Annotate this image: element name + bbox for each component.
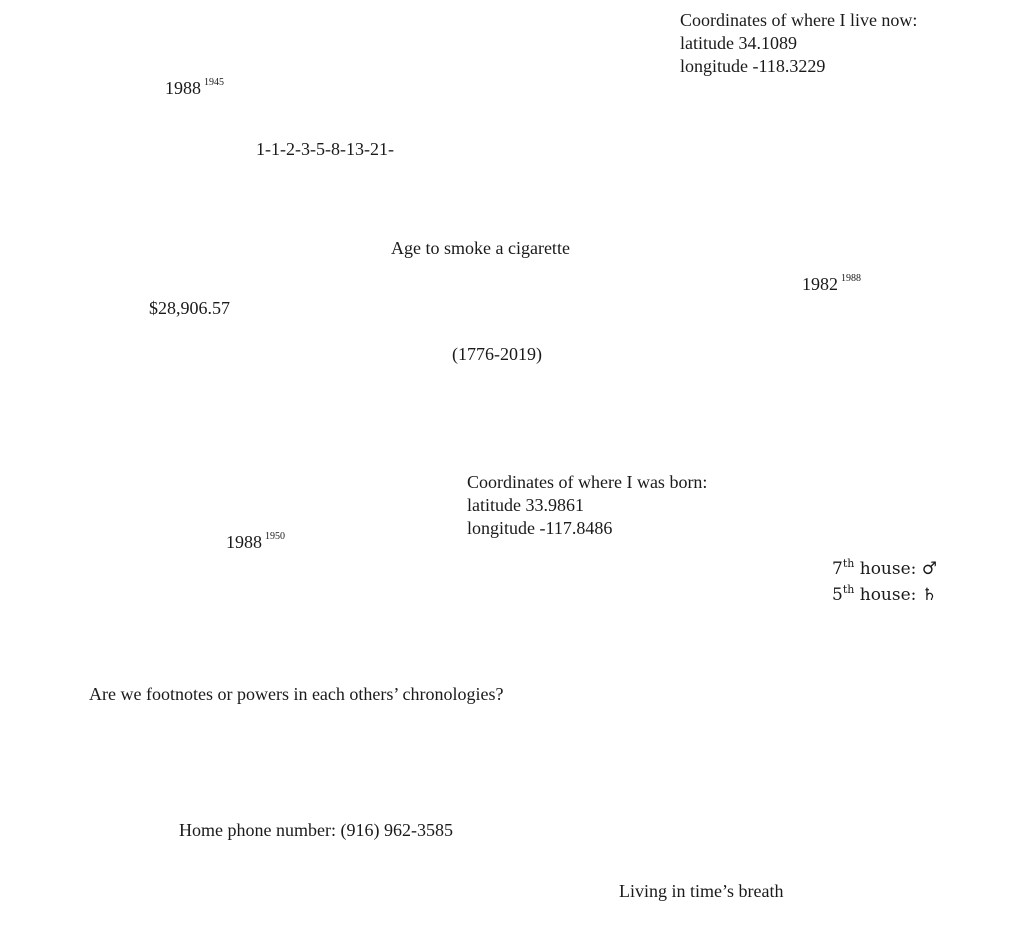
year-power-3 bbox=[226, 531, 285, 557]
year-power-3-exponent: 1950 bbox=[265, 531, 285, 542]
money-amount: $28,906.57 bbox=[149, 298, 230, 318]
house-saturn-line bbox=[832, 583, 937, 609]
coordinates-born-latitude: latitude 33.9861 bbox=[467, 495, 584, 515]
coordinates-live-now bbox=[680, 9, 917, 78]
age-to-smoke-text: Age to smoke a cigarette bbox=[391, 238, 570, 258]
coordinates-live-now-latitude: latitude 34.1089 bbox=[680, 33, 797, 53]
year-power-1 bbox=[165, 77, 224, 103]
year-power-2 bbox=[802, 273, 861, 299]
house-mars-line bbox=[832, 557, 937, 583]
coordinates-live-now-longitude: longitude -118.3229 bbox=[680, 56, 826, 76]
house-mars-number: 7 bbox=[832, 559, 843, 579]
year-power-2-exponent: 1988 bbox=[841, 273, 861, 284]
year-power-1-exponent: 1945 bbox=[204, 77, 224, 88]
house-saturn-text: house: ♄ bbox=[854, 585, 938, 605]
coordinates-born-longitude: longitude -117.8486 bbox=[467, 518, 613, 538]
year-power-3-base: 1988 bbox=[226, 532, 262, 552]
astrology-houses bbox=[832, 557, 937, 609]
fibonacci-sequence: 1-1-2-3-5-8-13-21- bbox=[256, 139, 394, 159]
house-saturn-number: 5 bbox=[832, 585, 843, 605]
coordinates-born-heading: Coordinates of where I was born: bbox=[467, 472, 708, 492]
coordinates-live-now-heading: Coordinates of where I live now: bbox=[680, 10, 918, 30]
house-saturn-ordinal: th bbox=[842, 583, 855, 596]
year-power-2-base: 1982 bbox=[802, 274, 838, 294]
year-power-1-base: 1988 bbox=[165, 78, 201, 98]
footnotes-question: Are we footnotes or powers in each others’ chronologies? bbox=[89, 684, 504, 704]
years-range: (1776-2019) bbox=[452, 344, 542, 364]
house-mars-ordinal: th bbox=[842, 557, 855, 570]
coordinates-born bbox=[467, 471, 707, 540]
house-mars-text: house: ♂ bbox=[854, 559, 938, 579]
living-in-times-breath: Living in time’s breath bbox=[619, 881, 784, 901]
home-phone-number: Home phone number: (916) 962-3585 bbox=[179, 820, 453, 840]
